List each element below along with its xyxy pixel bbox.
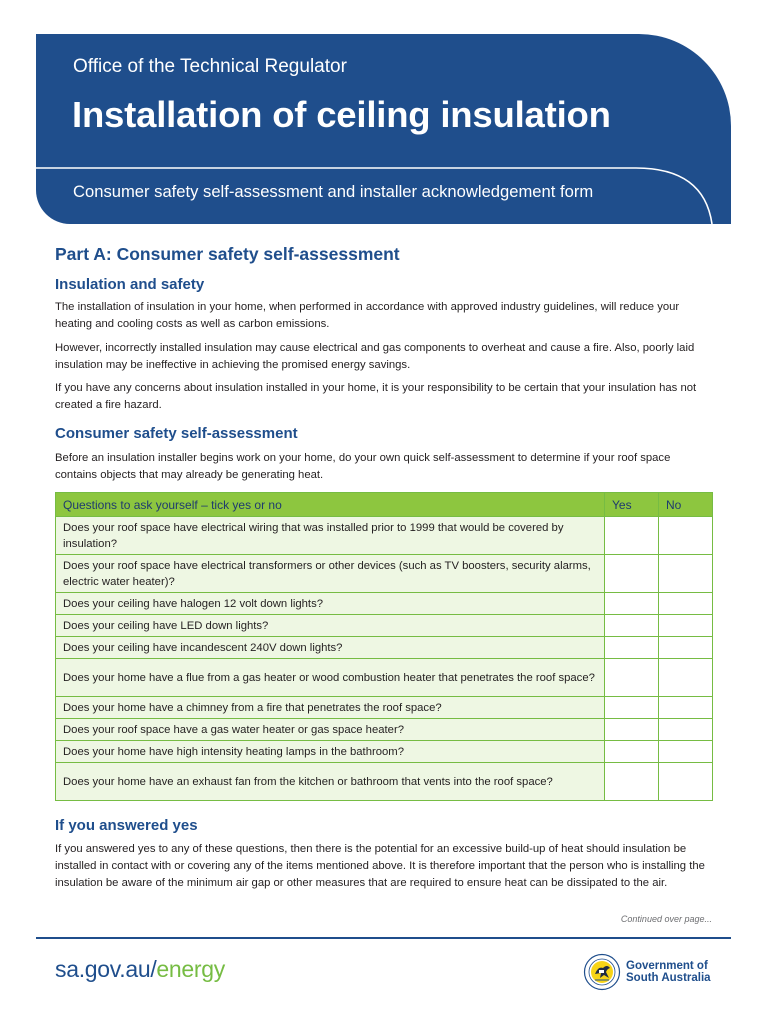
table-header-question: Questions to ask yourself – tick yes or no (56, 493, 605, 517)
paragraph: However, incorrectly installed insulation may cause electrical and gas components to overheat and cause a fire. Also, poorly laid insulation may be ineffective in achieving the promised energy savings. (55, 342, 695, 371)
footer-website-link[interactable] (55, 956, 225, 983)
no-checkbox[interactable] (659, 763, 713, 801)
question-text: Does your home have an exhaust fan from the kitchen or bathroom that vents into the roof space? (56, 763, 605, 801)
answered-yes-heading: If you answered yes (55, 817, 198, 834)
self-assessment-intro: Before an insulation installer begins work on your home, do your own quick self-assessment to determine if your roof space contains objects that may already be generating heat. (55, 452, 671, 481)
table-row (56, 741, 713, 763)
yes-checkbox[interactable] (605, 593, 659, 615)
government-name (626, 960, 726, 984)
yes-checkbox[interactable] (605, 637, 659, 659)
yes-checkbox[interactable] (605, 659, 659, 697)
no-checkbox[interactable] (659, 741, 713, 763)
table-row (56, 615, 713, 637)
table-row (56, 659, 713, 697)
self-assessment-heading: Consumer safety self-assessment (55, 425, 298, 442)
piping-shrike-seal-icon (583, 953, 621, 991)
question-text: Does your home have a flue from a gas heater or wood combustion heater that penetrates the roof space? (56, 659, 605, 697)
government-name-line2: South Australia (626, 972, 711, 984)
question-text: Does your roof space have electrical transformers or other devices (such as TV boosters, security alarms, electric water heater)? (56, 555, 605, 593)
no-checkbox[interactable] (659, 517, 713, 555)
question-text: Does your ceiling have incandescent 240V down lights? (56, 637, 605, 659)
yes-checkbox[interactable] (605, 719, 659, 741)
document-subtitle: Consumer safety self-assessment and installer acknowledgement form (73, 182, 594, 201)
no-checkbox[interactable] (659, 637, 713, 659)
no-checkbox[interactable] (659, 593, 713, 615)
no-checkbox[interactable] (659, 719, 713, 741)
no-checkbox[interactable] (659, 555, 713, 593)
insulation-safety-heading: Insulation and safety (55, 276, 205, 293)
paragraph: The installation of insulation in your home, when performed in accordance with approved industry guidelines, will reduce your heating and cooling costs as well as carbon emissions. (55, 301, 680, 330)
question-text: Does your ceiling have halogen 12 volt down lights? (56, 593, 605, 615)
part-a-heading: Part A: Consumer safety self-assessment (55, 244, 400, 264)
no-checkbox[interactable] (659, 659, 713, 697)
government-name-line1: Government of (626, 960, 708, 972)
table-row (56, 593, 713, 615)
yes-checkbox[interactable] (605, 615, 659, 637)
no-checkbox[interactable] (659, 615, 713, 637)
question-text: Does your home have high intensity heating lamps in the bathroom? (56, 741, 605, 763)
table-row (56, 517, 713, 555)
self-assessment-table (55, 492, 713, 801)
question-text: Does your roof space have a gas water heater or gas space heater? (56, 719, 605, 741)
yes-checkbox[interactable] (605, 697, 659, 719)
footer-url-accent: energy (156, 956, 225, 982)
yes-checkbox[interactable] (605, 555, 659, 593)
office-name: Office of the Technical Regulator (73, 56, 347, 77)
table-row (56, 719, 713, 741)
table-row (56, 555, 713, 593)
question-text: Does your home have a chimney from a fire that penetrates the roof space? (56, 697, 605, 719)
yes-checkbox[interactable] (605, 517, 659, 555)
table-header-yes: Yes (605, 493, 659, 517)
answered-yes-text: If you answered yes to any of these questions, then there is the potential for an excessive build-up of heat should insulation be installed in contact with or covering any of the items mentioned above. It is therefore important that the person who is installing the insulation be aware of the minimum air gap or other measures that are required to ensure heat can be dissipated to the air. (55, 843, 705, 889)
question-text: Does your ceiling have LED down lights? (56, 615, 605, 637)
table-header-no: No (659, 493, 713, 517)
document-title: Installation of ceiling insulation (72, 94, 611, 135)
no-checkbox[interactable] (659, 697, 713, 719)
table-row (56, 637, 713, 659)
table-row (56, 763, 713, 801)
table-row (56, 697, 713, 719)
continued-note: Continued over page... (620, 914, 712, 924)
footer-url-main: sa.gov.au/ (55, 956, 157, 982)
yes-checkbox[interactable] (605, 763, 659, 801)
yes-checkbox[interactable] (605, 741, 659, 763)
footer-divider (36, 937, 731, 939)
question-text: Does your roof space have electrical wiring that was installed prior to 1999 that would be covered by insulation? (56, 517, 605, 555)
government-logo (583, 953, 723, 993)
paragraph: If you have any concerns about insulation installed in your home, it is your responsibility to be certain that your insulation has not created a fire hazard. (55, 382, 697, 411)
header-banner (36, 34, 731, 224)
